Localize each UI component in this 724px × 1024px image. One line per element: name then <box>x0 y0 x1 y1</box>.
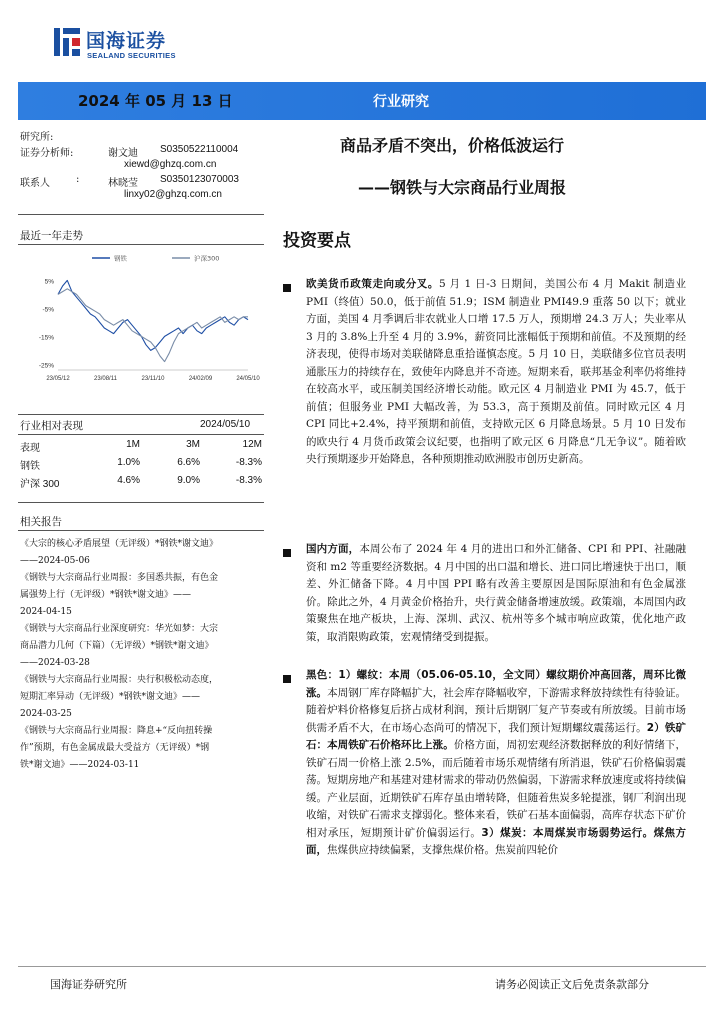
paragraph-lead: 欧美货币政策走向或分叉。 <box>306 278 439 290</box>
contact-id: S0350123070003 <box>160 174 239 185</box>
header-banner <box>18 82 706 120</box>
research-label: 研究所: <box>20 132 54 143</box>
report-type: 行业研究 <box>373 94 429 110</box>
perf-cell: 6.6% <box>177 457 200 468</box>
report-line[interactable]: 作”预期，有色金属成最大受益方（无评级）*钢 <box>20 743 210 753</box>
report-line: 2024-03-25 <box>20 709 72 719</box>
trend-line-chart <box>22 250 262 390</box>
analyst-label: 证券分析师: <box>20 148 74 159</box>
y-tick-label: -5% <box>42 306 54 314</box>
paragraph-ferrous <box>306 667 686 860</box>
chart-series <box>58 280 248 361</box>
sealand-logo-icon <box>52 24 82 62</box>
perf-header-cell: 1M <box>126 439 140 450</box>
divider <box>18 502 264 503</box>
paragraph-text: 本周钢厂库存降幅扩大，社会库存降幅收窄，下游需求释放持续性有待验证。随着炉料价格修复后挤占成材利润，预计后期钢厂复产节奏或有所放缓。目前市场供需矛盾不大，在市场心态尚可的情况下，我们预计短期螺纹震荡运行。 <box>306 686 687 734</box>
x-tick-label: 24/05/10 <box>236 376 260 382</box>
report-subtitle: ——钢铁与大宗商品行业周报 <box>358 178 567 197</box>
legend-label: 沪深300 <box>194 254 220 263</box>
y-tick-label: 5% <box>44 278 54 286</box>
perf-title: 行业相对表现 <box>20 420 83 432</box>
series-line <box>58 289 248 362</box>
chart-axes <box>39 278 261 382</box>
bullet-icon <box>283 549 291 557</box>
x-tick-label: 23/08/11 <box>94 376 117 382</box>
report-line[interactable]: 《钢铁与大宗商品行业深度研究：华光如梦：大宗 <box>20 624 219 634</box>
analyst-email: xiewd@ghzq.com.cn <box>124 159 217 170</box>
y-tick-label: -25% <box>38 362 54 370</box>
chart-legend <box>92 254 219 263</box>
perf-cell: 钢铁 <box>20 461 40 472</box>
perf-header-cell: 3M <box>186 439 200 450</box>
trend-title: 最近一年走势 <box>20 230 83 242</box>
divider <box>18 434 264 435</box>
report-line[interactable]: 《钢铁与大宗商品行业周报：央行积极松动态度， <box>20 675 219 685</box>
paragraph-text: 焦煤供应持续偏紧，支撑焦煤价格。焦炭前四轮价 <box>327 844 558 856</box>
perf-cell: 4.6% <box>117 475 140 486</box>
x-tick-label: 23/05/12 <box>46 376 70 382</box>
footer-divider <box>18 966 706 967</box>
report-line[interactable]: 《大宗的核心矛盾展望（无评级）*钢铁*谢文迪》 <box>20 539 219 549</box>
perf-table <box>20 437 264 491</box>
analyst-name: 谢文迪 <box>108 148 138 159</box>
footer-left: 国海证券研究所 <box>50 978 127 991</box>
contact-name: 林晓莹 <box>108 178 138 189</box>
report-line: ——2024-03-28 <box>20 658 90 668</box>
series-line <box>58 280 248 350</box>
related-reports-list <box>20 536 265 774</box>
divider <box>18 530 264 531</box>
report-line: ——2024-05-06 <box>20 556 90 566</box>
perf-cell: 1.0% <box>117 457 140 468</box>
perf-cell: 沪深 300 <box>20 479 60 490</box>
report-line[interactable]: 《钢铁与大宗商品行业周报：降息+“反向扭转操 <box>20 726 213 736</box>
logo-text-cn: 国海证券 <box>86 30 167 52</box>
report-line[interactable]: 铁*谢文迪》——2024-03-11 <box>20 760 140 770</box>
contact-colon: : <box>76 174 80 185</box>
legend-label: 钢铁 <box>114 254 127 263</box>
report-title: 商品矛盾不突出，价格低波运行 <box>340 136 565 155</box>
analyst-id: S0350522110004 <box>160 144 239 155</box>
perf-header-cell: 12M <box>242 439 262 450</box>
report-line[interactable]: 属强势上行（无评级）*钢铁*谢文迪》—— <box>20 590 192 600</box>
perf-header-row <box>20 437 264 455</box>
paragraph-lead: 国内方面， <box>306 543 360 555</box>
footer-right: 请务必阅读正文后免责条款部分 <box>495 978 649 991</box>
perf-header-cell: 表现 <box>20 443 40 454</box>
bullet-icon <box>283 675 291 683</box>
paragraph-text: 5 月 1 日-3 日期间，美国公布 4 月 Makit 制造业 PMI（终值）50.0，低于前值 51.9；ISM 制造业 PMI49.9 重落 50 以下；就业方面，美国 4 月季调后非农就业人口增 17.5 万人，预期增 24.3 万人；失业率从 3 月的 3.8%上升至 4 月的 3.9%，薪资同比涨幅低于预期和前值。不及预期的经济表现，使得市场对美联储降息重拾谨慎态度。5 月 10 日，美联储多位官员表明通胀压力的持续存在，致使年内降息并不奇迹。短期来看，联邦基金利率仍将维持在较高水平，或压制美国经济增长动能。欧元区 4 月制造业 PMI 为 45.7，低于前值；但服务业 PMI 大幅改善，为 53.3，高于预期及前值。同时欧元区 4 月 CPI 同比+2.4%，持平预期和前值，支持欧元区 6 月降息场景。5 月 10 日发布的欧央行 4 月货币政策会议纪要，也指明了欧元区 6 月降息“几无争议”。随着欧央行预期逐步开始降息，各种预期推动欧洲股市创历史新高。 <box>306 278 686 465</box>
paragraph-domestic <box>306 541 686 646</box>
reports-title: 相关报告 <box>20 516 62 528</box>
perf-cell: -8.3% <box>235 475 262 486</box>
bullet-icon <box>283 284 291 292</box>
x-tick-label: 23/11/10 <box>141 376 165 382</box>
paragraph-lead: 黑色：1）螺纹：本周（05.06-05.10，全文同）螺纹期价冲高回落，周环比微涨。 <box>306 669 686 699</box>
paragraph-lead: 3）煤炭：本周煤炭市场弱势运行。煤焦方面， <box>306 826 687 856</box>
paragraph-text: 本周公布了 2024 年 4 月的进出口和外汇储备、CPI 和 PPI、社融融资和 m2 等重要经济数据。4 月中国的出口温和增长、进口同比增速快于出口，顺差、外汇储备下降。4 月中国 PPI 略有改善主要原因是国际原油和有色金属涨价。除此之外，4 月黄金价格抬升，央行黄金储备增速放缓。政策端，本周国内政策聚焦在地产板块，上海、深圳、武汉、杭州等多个城市响应政策，优化地产政策，取消限购政策，宏观情绪受到提振。 <box>306 543 687 643</box>
contact-email: linxy02@ghzq.com.cn <box>124 189 222 200</box>
x-tick-label: 24/02/09 <box>188 376 213 382</box>
report-line: 2024-04-15 <box>20 607 72 617</box>
paragraph-lead: 2）铁矿石：本周铁矿石价格环比上涨。 <box>306 721 687 751</box>
y-tick-label: -15% <box>38 334 54 342</box>
table-row <box>20 473 264 491</box>
report-line[interactable]: 短期汇率异动（无评级）*钢铁*谢文迪》—— <box>20 692 201 702</box>
divider <box>18 244 264 245</box>
divider <box>18 214 264 215</box>
report-date: 2024 年 05 月 13 日 <box>78 92 233 110</box>
paragraph-macro-overseas <box>306 276 686 469</box>
report-line[interactable]: 《钢铁与大宗商品行业周报：多国悉共振，有色金 <box>20 573 219 583</box>
report-line[interactable]: 商品潜力几何（下篇）（无评级）*钢铁*谢文迪》 <box>20 641 214 651</box>
table-row <box>20 455 264 473</box>
paragraph-text: 价格方面，周初宏观经济数据释放的利好情绪下，铁矿石周一价格上涨 2.5%，而后随着市场乐观情绪有所消退，铁矿石价格偏弱震荡。短期房地产和基建对建材需求的带动仍然偏弱，下游需求释放速度或将持续偏缓。产业层面，近期铁矿石库存虽由增转降，但随着焦炭多轮提涨，钢厂利润出现收缩，对铁矿石需求支撑弱化。整体来看，铁矿石基本面偏弱，高库存状态下矿价相对承压，短期预计矿价偏弱运行。 <box>306 739 687 839</box>
perf-cell: -8.3% <box>235 457 262 468</box>
section-heading: 投资要点 <box>283 231 351 251</box>
perf-date: 2024/05/10 <box>200 419 251 430</box>
divider <box>18 414 264 415</box>
contact-label: 联系人 <box>20 178 50 189</box>
perf-cell: 9.0% <box>177 475 200 486</box>
logo-text-en: SEALAND SECURITIES <box>87 51 176 60</box>
